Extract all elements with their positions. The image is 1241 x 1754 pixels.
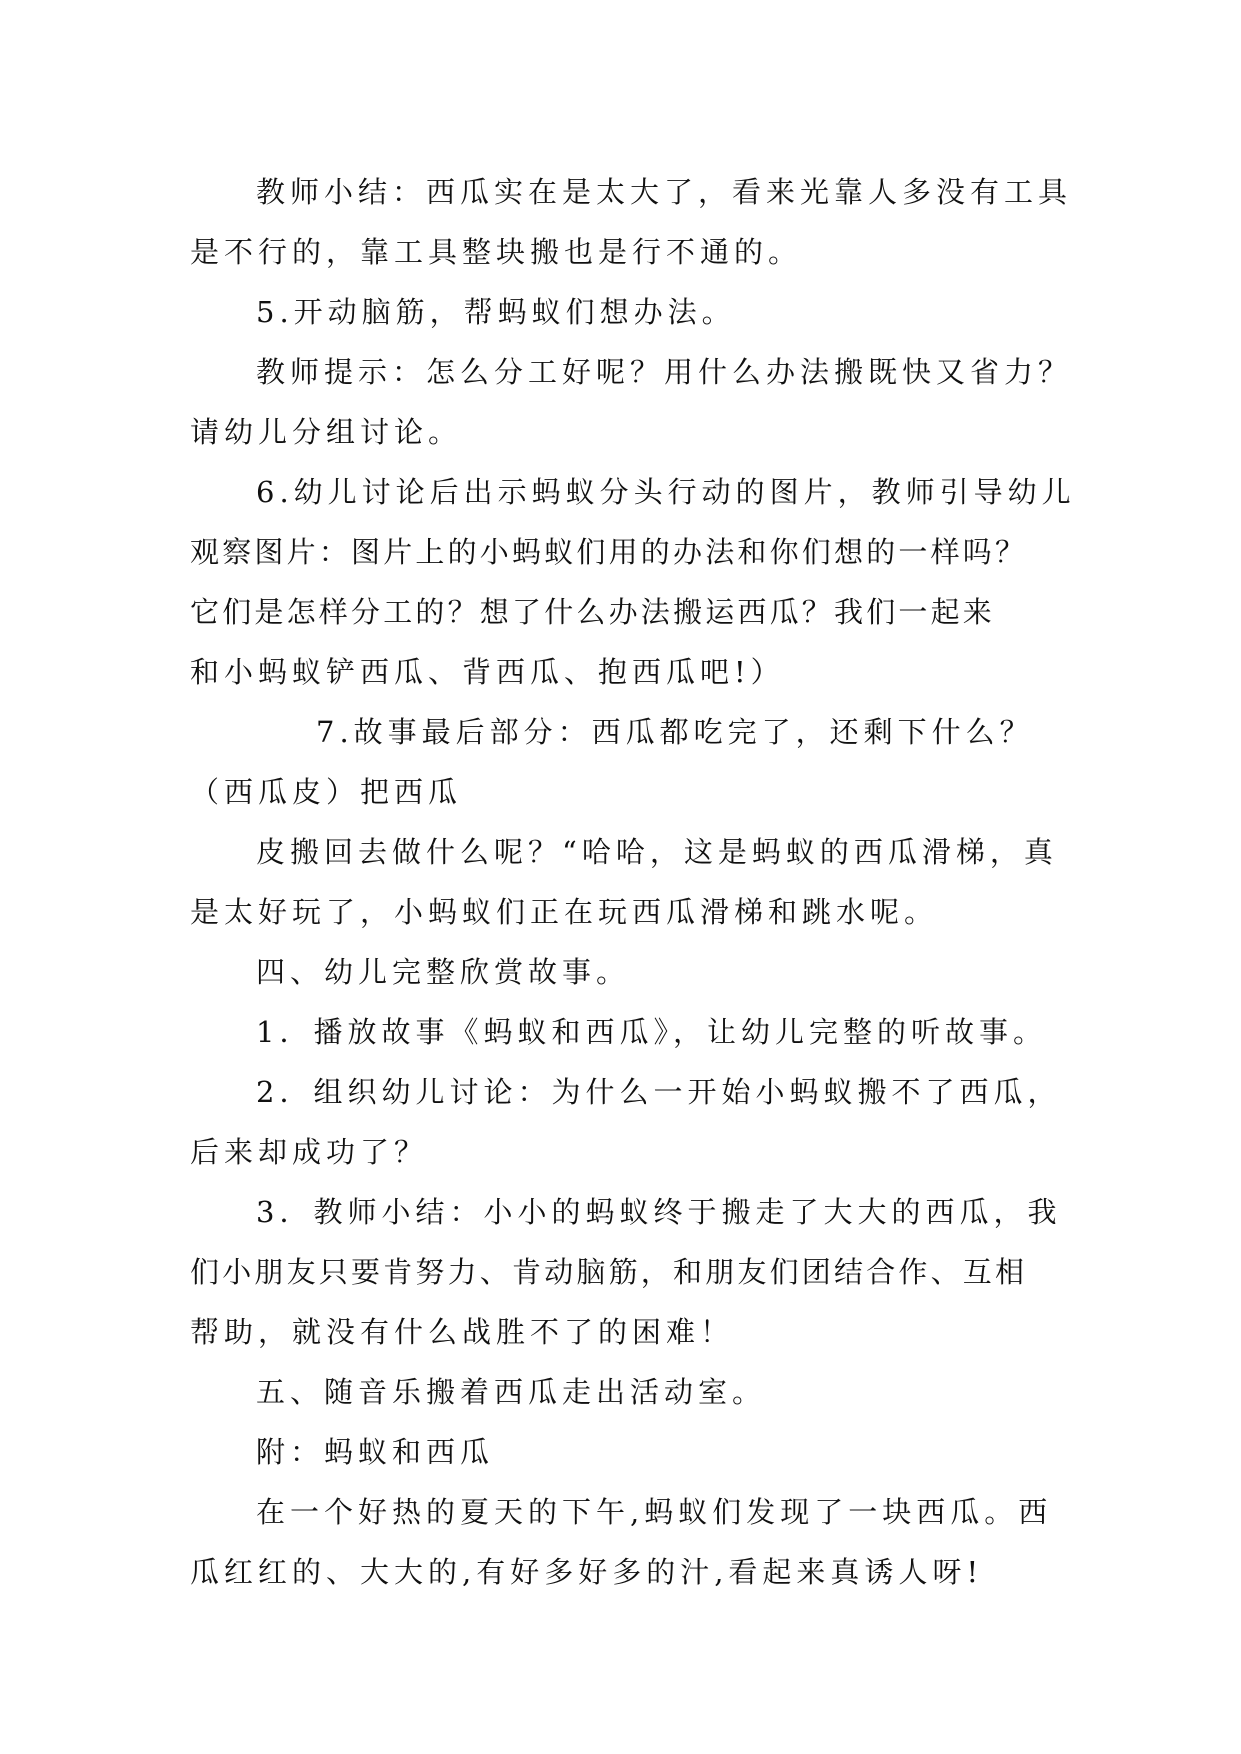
paragraph-line: 1．播放故事《蚂蚁和西瓜》，让幼儿完整的听故事。 xyxy=(256,1015,1047,1049)
paragraph-line: 五、随音乐搬着西瓜走出活动室。 xyxy=(256,1375,767,1409)
paragraph-line: 后来却成功了？ xyxy=(190,1135,429,1169)
document-body xyxy=(190,162,1076,1602)
paragraph-line: 是不行的，靠工具整块搬也是行不通的。 xyxy=(190,235,803,269)
paragraph-line: 皮搬回去做什么呢？“哈哈，这是蚂蚁的西瓜滑梯，真 xyxy=(256,835,1058,869)
paragraph-line: 附：蚂蚁和西瓜 xyxy=(256,1435,495,1469)
paragraph-line: 和小蚂蚁铲西瓜、背西瓜、抱西瓜吧!） xyxy=(190,655,785,689)
paragraph-line: 7.故事最后部分：西瓜都吃完了，还剩下什么？ xyxy=(316,715,1034,749)
paragraph-line: 们小朋友只要肯努力、肯动脑筋，和朋友们团结合作、互相 xyxy=(190,1255,1028,1289)
paragraph-line: 四、幼儿完整欣赏故事。 xyxy=(256,955,631,989)
paragraph-line: 请幼儿分组讨论。 xyxy=(190,415,463,449)
paragraph-line: （西瓜皮）把西瓜 xyxy=(190,775,463,809)
paragraph-line: 在一个好热的夏天的下午,蚂蚁们发现了一块西瓜。西 xyxy=(256,1495,1053,1529)
paragraph-line: 6.幼儿讨论后出示蚂蚁分头行动的图片，教师引导幼儿 xyxy=(256,475,1076,509)
paragraph-line: 2．组织幼儿讨论：为什么一开始小蚂蚁搬不了西瓜， xyxy=(256,1075,1062,1109)
paragraph-line: 3．教师小结：小小的蚂蚁终于搬走了大大的西瓜，我 xyxy=(256,1195,1062,1229)
paragraph-line: 5.开动脑筋，帮蚂蚁们想办法。 xyxy=(256,295,736,329)
paragraph-line: 帮助，就没有什么战胜不了的困难！ xyxy=(190,1315,735,1349)
paragraph-line: 教师小结：西瓜实在是太大了，看来光靠人多没有工具 xyxy=(256,175,1073,209)
paragraph-line: 瓜红红的、大大的,有好多好多的汁,看起来真诱人呀! xyxy=(190,1555,984,1589)
paragraph-line: 教师提示：怎么分工好呢？用什么办法搬既快又省力？ xyxy=(256,355,1073,389)
paragraph-line: 它们是怎样分工的？想了什么办法搬运西瓜？我们一起来 xyxy=(190,595,996,629)
paragraph-line: 观察图片：图片上的小蚂蚁们用的办法和你们想的一样吗？ xyxy=(190,535,1028,569)
paragraph-line: 是太好玩了，小蚂蚁们正在玩西瓜滑梯和跳水呢。 xyxy=(190,895,939,929)
